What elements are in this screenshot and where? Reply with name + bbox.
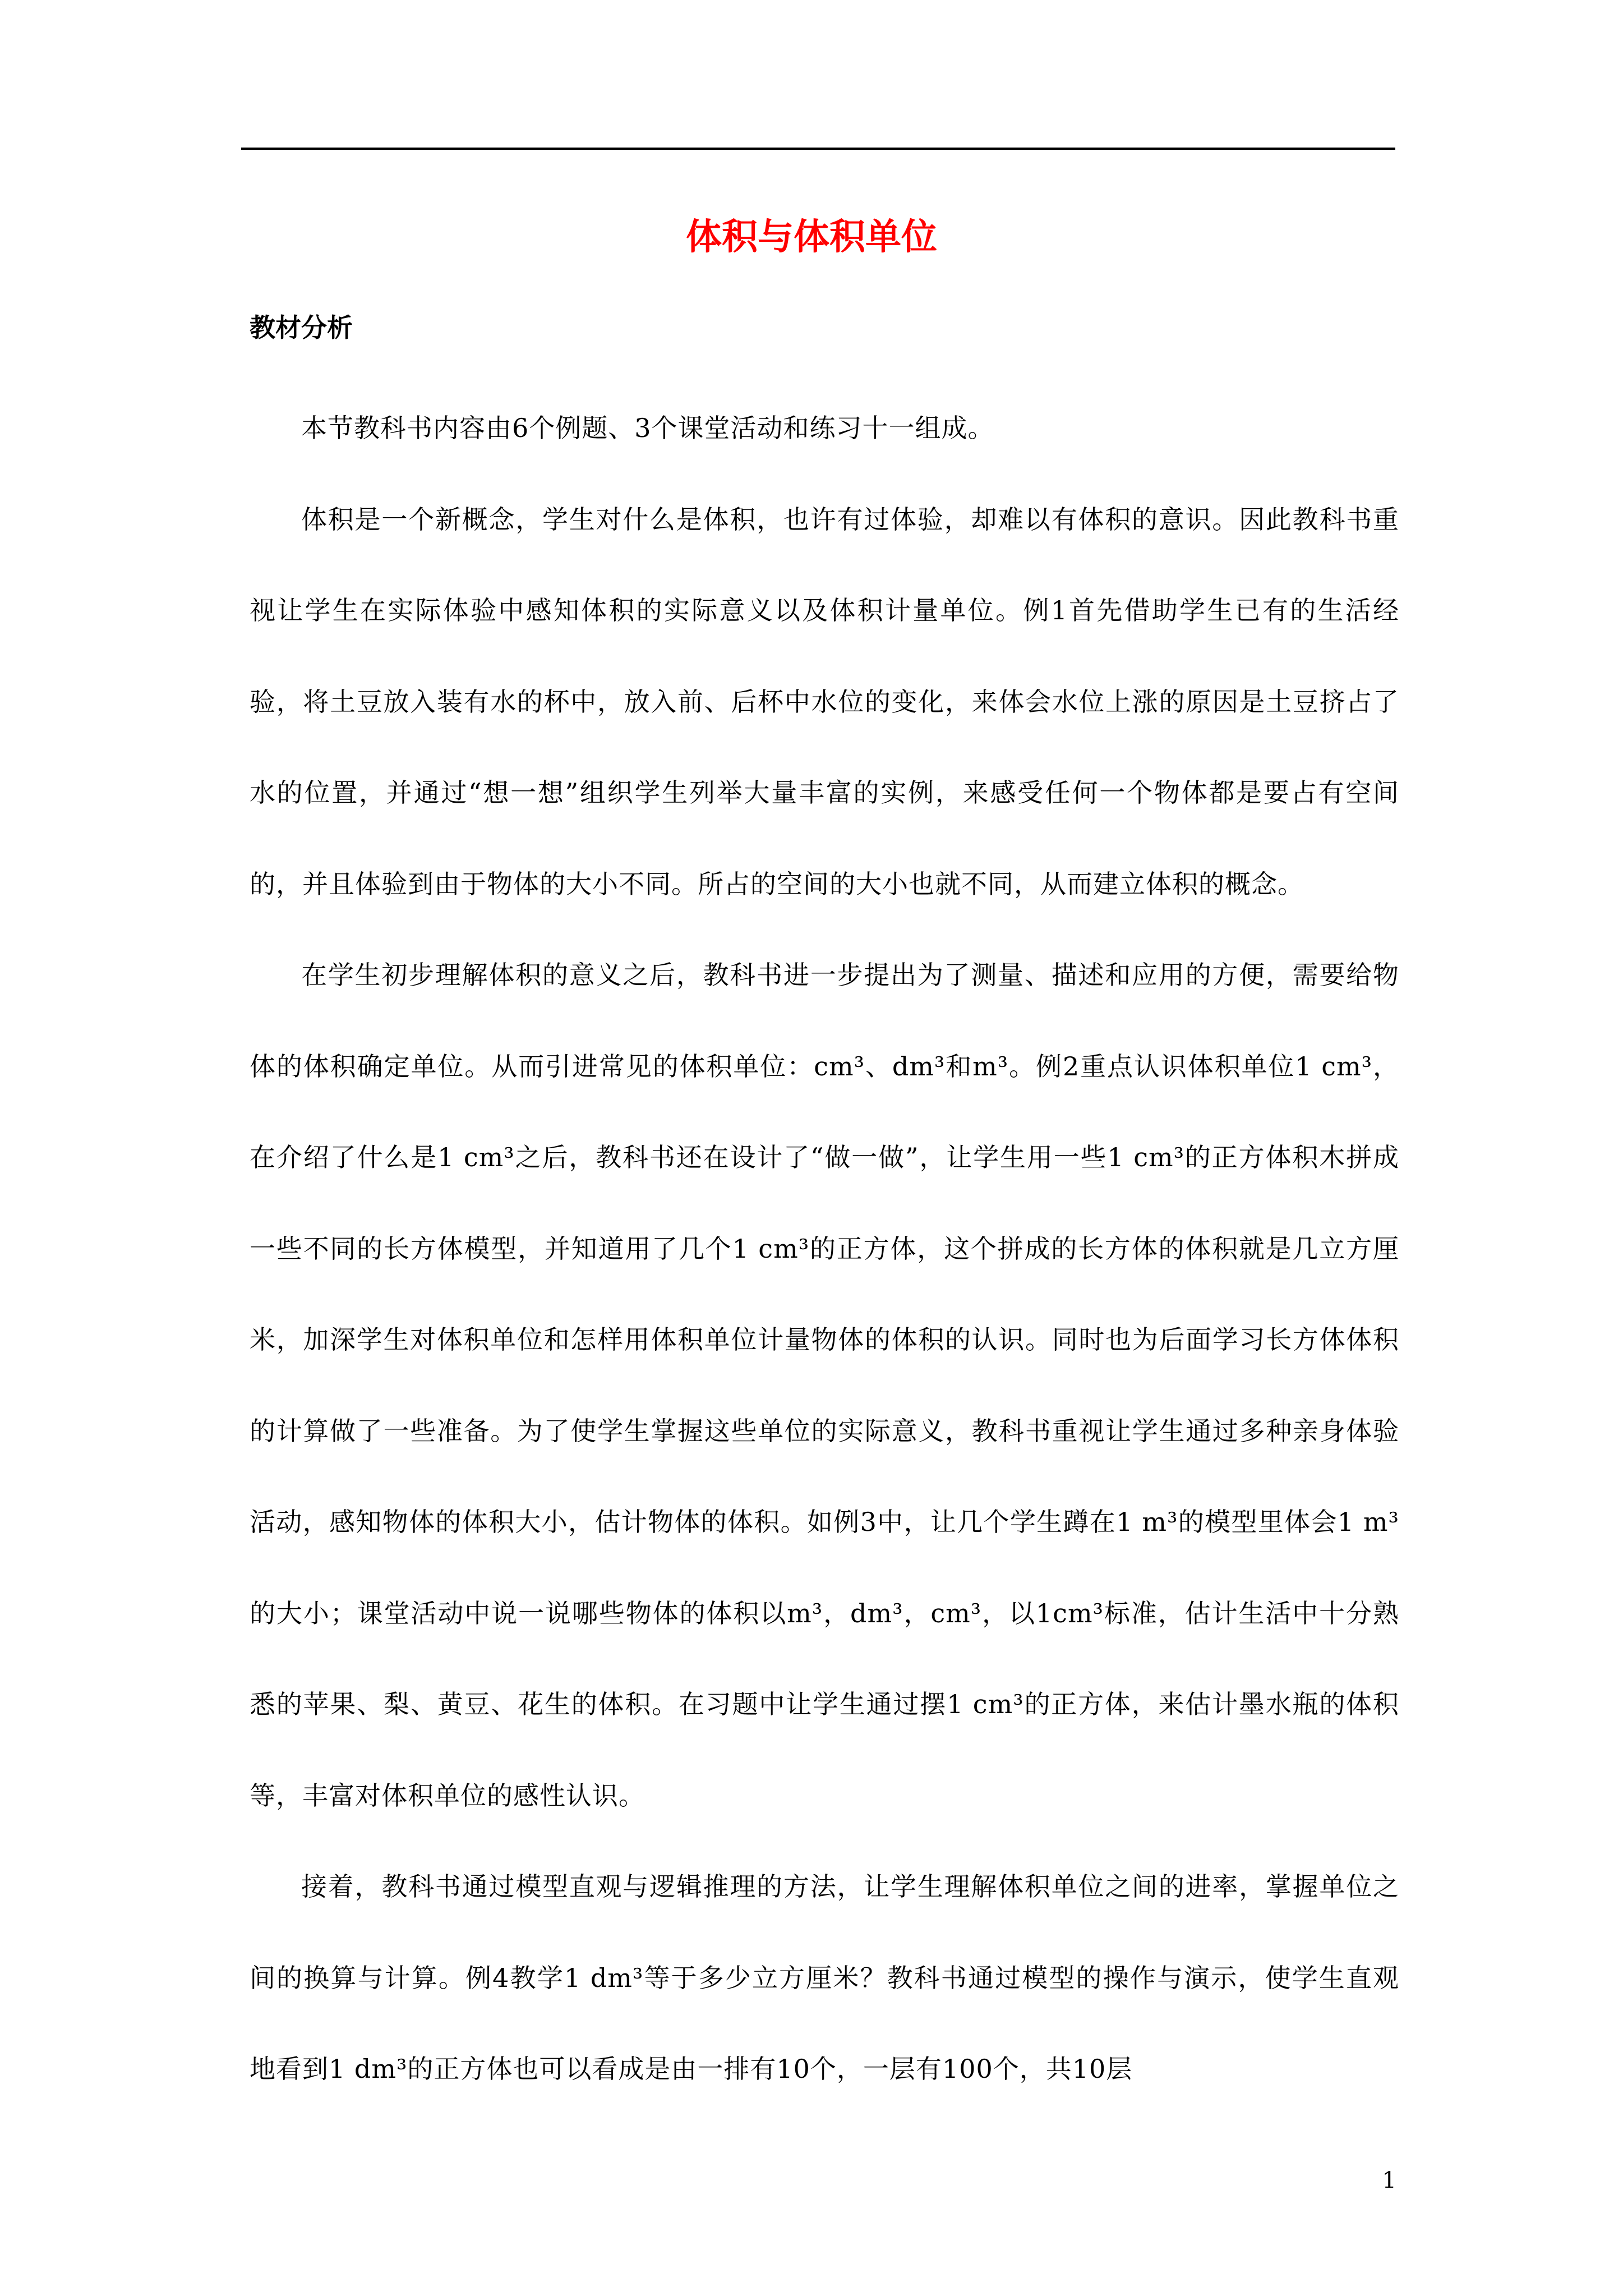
paragraph: 本节教科书内容由6个例题、3个课堂活动和练习十一组成。 bbox=[301, 413, 994, 443]
page-title: 体积与体积单位 bbox=[686, 217, 937, 258]
section-heading: 教材分析 bbox=[250, 312, 353, 343]
paragraph: 体积是一个新概念，学生对什么是体积，也许有过体验，却难以有体积的意识。因此教科书重视让学生在实际体验中感知体积的实际意义以及体积计量单位。例1首先借助学生已有的生活经验，将土豆放入装有水的杯中，放入前、后杯中水位的变化，来体会水位上涨的原因是土豆挤占了水的位置，并通过“想一想”组织学生列举大量丰富的实例，来感受任何一个物体都是要占有空间的，并且体验到由于物体的大小不同。所占的空间的大小也就不同，从而建立体积的概念。 bbox=[250, 504, 1399, 899]
page-number: 1 bbox=[1382, 2168, 1396, 2193]
body-text bbox=[250, 383, 1399, 2115]
header-rule bbox=[241, 148, 1395, 150]
paragraph: 在学生初步理解体积的意义之后，教科书进一步提出为了测量、描述和应用的方便，需要给物体的体积确定单位。从而引进常见的体积单位：cm³、dm³和m³。例2重点认识体积单位1 cm³，在介绍了什么是1 cm³之后，教科书还在设计了“做一做”，让学生用一些1 cm³的正方体积木拼成一些不同的长方体模型，并知道用了几个1 cm³的正方体，这个拼成的长方体的体积就是几立方厘米，加深学生对体积单位和怎样用体积单位计量物体的体积的认识。同时也为后面学习长方体体积的计算做了一些准备。为了使学生掌握这些单位的实际意义，教科书重视让学生通过多种亲身体验活动，感知物体的体积大小，估计物体的体积。如例3中，让几个学生蹲在1 m³的模型里体会1 m³的大小；课堂活动中说一说哪些物体的体积以m³，dm³，cm³，以1cm³标准，估计生活中十分熟悉的苹果、梨、黄豆、花生的体积。在习题中让学生通过摆1 cm³的正方体，来估计墨水瓶的体积等，丰富对体积单位的感性认识。 bbox=[250, 960, 1399, 1811]
paragraph: 接着，教科书通过模型直观与逻辑推理的方法，让学生理解体积单位之间的进率，掌握单位之间的换算与计算。例4教学1 dm³等于多少立方厘米？教科书通过模型的操作与演示，使学生直观地看到1 dm³的正方体也可以看成是由一排有10个，一层有100个，共10层 bbox=[250, 1871, 1399, 2084]
